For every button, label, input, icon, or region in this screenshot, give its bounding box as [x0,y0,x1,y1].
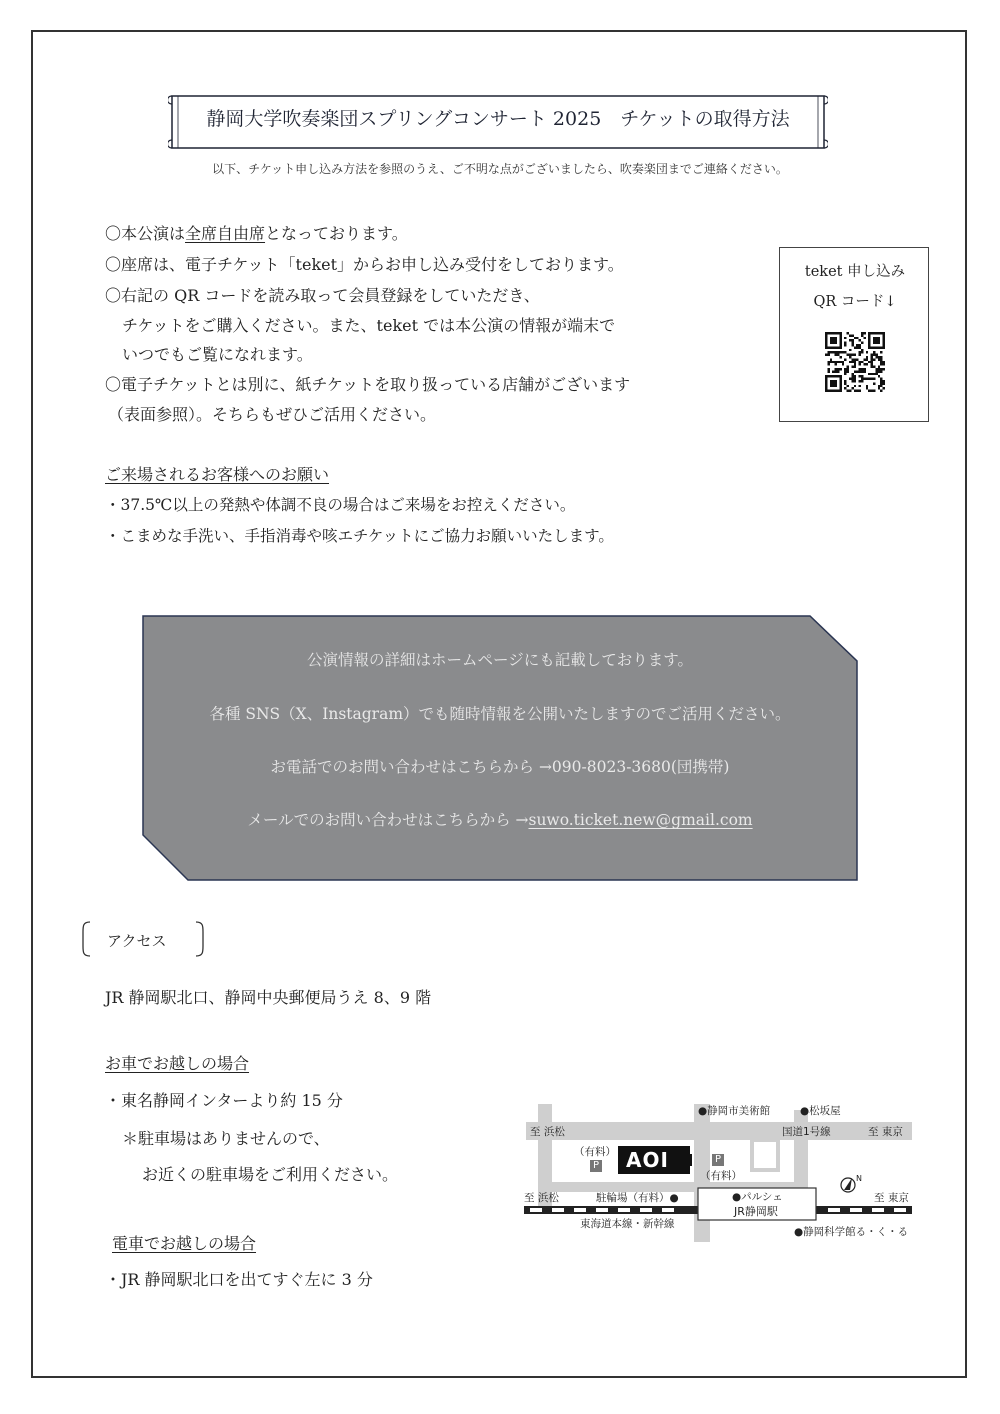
train-item: ・JR 静岡駅北口を出てすぐ左に 3 分 [105,1270,373,1289]
map-museum: ●静岡市美術館 [698,1105,771,1117]
map-bike-parking: 駐輪場（有料）● [596,1192,679,1204]
page-subtitle: 以下、チケット申し込み方法を参照のうえ、ご不明な点がございましたら、吹奏楽団までご連絡ください。 [212,162,788,176]
access-heading: アクセス [107,932,167,950]
intro-line-4: チケットをご購入ください。また、teket では本公演の情報が端末で [122,316,616,335]
map-paid-1: （有料） [574,1146,616,1158]
all-free-seating: 全席自由席 [185,224,266,243]
intro-line-3: 〇右記の QR コードを読み取って会員登録をしていただき、 [105,286,540,305]
info-line-phone: お電話でのお問い合わせはこちらから →090-8023-3680(団携帯) [270,758,730,776]
map-north: N [856,1174,862,1183]
request-heading: ご来場されるお客様へのお願い [105,465,330,484]
map-route1: 国道1号線 [782,1126,831,1138]
qr-label-2: QR コード↓ [813,294,897,310]
request-item-2: ・こまめな手洗い、手指消毒や咳エチケットにご協力お願いいたします。 [105,527,614,545]
info-line-email [142,808,858,830]
map-paid-2: （有料） [700,1170,742,1182]
intro-line-5: いつでもご覧になれます。 [122,345,313,364]
intro-line-2: 〇座席は、電子チケット「teket」からお申し込み受付をしております。 [105,255,624,274]
intro-line-6: 〇電子チケットとは別に、紙チケットを取り扱っている店舗がございます [105,375,631,394]
map-to-hamamatsu-bottom: 至 浜松 [524,1192,559,1204]
email-label: メールでのお問い合わせはこちらから → [247,811,529,829]
map-parking-2: P [715,1154,722,1165]
qr-code-icon[interactable] [825,332,885,392]
intro-line-1-start: 〇本公演は [105,224,186,243]
map-to-tokyo-top: 至 東京 [868,1126,903,1138]
access-map [522,1102,914,1244]
intro-line-1-end: となっております。 [265,224,408,243]
info-panel [142,615,858,881]
page-title: 静岡大学吹奏楽団スプリングコンサート 2025 チケットの取得方法 [206,108,790,130]
access-address: JR 静岡駅北口、静岡中央郵便局うえ 8、9 階 [105,988,432,1007]
email-link[interactable]: suwo.ticket.new@gmail.com [528,811,753,829]
map-matsuzakaya: ●松坂屋 [800,1105,841,1117]
car-note-1: ＊駐車場はありませんので、 [122,1129,330,1148]
map-line-name: 東海道本線・新幹線 [580,1218,675,1230]
info-line-homepage: 公演情報の詳細はホームページにも記載しております。 [307,651,693,669]
map-jr-station: JR静岡駅 [734,1205,778,1218]
map-to-hamamatsu-top: 至 浜松 [530,1126,565,1138]
intro-line-1 [105,221,408,244]
qr-label-1: teket 申し込み [804,264,906,280]
map-science-museum: ●静岡科学館る・く・る [794,1226,909,1238]
car-note-2: お近くの駐車場をご利用ください。 [142,1165,399,1184]
map-to-tokyo-bottom: 至 東京 [874,1192,909,1204]
qr-code-box [779,247,929,422]
intro-line-7: （表面参照）。そちらもぜひご活用ください。 [108,405,437,424]
car-item: ・東名静岡インターより約 15 分 [105,1091,343,1110]
request-item-1: ・37.5℃以上の発熱や体調不良の場合はご来場をお控えください。 [105,496,576,514]
map-aoi-logo: AOI [626,1148,669,1172]
car-heading: お車でお越しの場合 [105,1054,250,1073]
train-heading: 電車でお越しの場合 [112,1234,257,1253]
info-line-sns: 各種 SNS（X、Instagram）でも随時情報を公開いたしますのでご活用ください。 [209,705,791,723]
map-parche: ●パルシェ [732,1191,783,1203]
title-banner [168,92,828,154]
map-parking-1: P [593,1160,600,1171]
